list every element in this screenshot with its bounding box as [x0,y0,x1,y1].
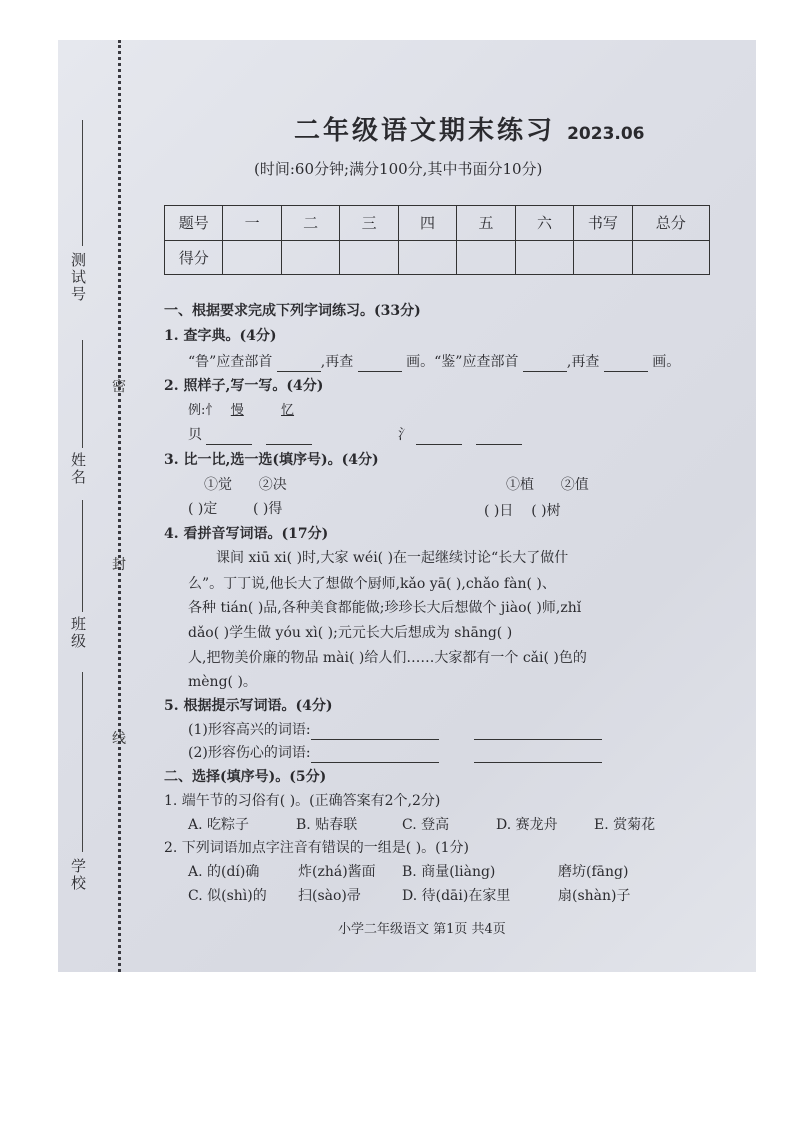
c1-option-e: E. 赏菊花 [594,817,656,833]
score-table-header-row [165,206,710,241]
q5-line-2: (2)形容伤心的词语: [188,743,602,763]
score-table [164,205,710,275]
score-cell[interactable] [340,240,398,275]
score-cell[interactable] [281,240,339,275]
class-label: 班级 [69,616,87,650]
c1-option-a: A. 吃粽子 [188,817,250,833]
score-cell[interactable] [457,240,515,275]
q1-title: 1. 查字典。(4分) [164,328,277,344]
school-label: 学校 [69,858,87,892]
c2-option-b2: 磨坊(fāng) [558,864,629,880]
seal-char-xian: 线 [112,731,126,747]
school-line [82,672,83,852]
q2-answer-line-2: 氵 [398,425,522,445]
c2-option-a2: 炸(zhá)酱面 [298,864,376,880]
binding-dotted-line [118,40,121,972]
c2-option-c2: 扫(sào)帚 [298,888,361,904]
header-cell: 总分 [632,206,709,241]
score-cell[interactable] [574,240,632,275]
name-label: 姓名 [69,452,87,486]
blank[interactable] [476,430,522,445]
header-cell: 五 [457,206,515,241]
score-cell[interactable] [398,240,456,275]
c2-option-d1: D. 待(dāi)在家里 [402,888,511,904]
q3-fill-left: ( )定 ( )得 [188,501,283,517]
header-cell: 书写 [574,206,632,241]
section-2-heading: 二、选择(填序号)。(5分) [164,769,327,785]
header-cell: 二 [281,206,339,241]
q3-options-right: ①植 ②值 [506,477,589,493]
c1-option-d: D. 赛龙舟 [496,817,558,833]
header-cell: 三 [340,206,398,241]
q3-title: 3. 比一比,选一选(填序号)。(4分) [164,452,379,468]
score-cell[interactable] [515,240,573,275]
c2-title: 2. 下列词语加点字注音有错误的一组是( )。(1分) [164,840,470,856]
blank[interactable] [523,357,567,372]
q1-line: “鲁”应查部首 ,再查 画。“鉴”应查部首 ,再查 画。 [188,354,681,370]
q3-options-left: ①觉 ②决 [204,477,287,493]
c2-option-c1: C. 似(shì)的 [188,888,267,904]
q4-line-4: dǎo( )学生做 yóu xì( );元元长大后想成为 shāng( ) [188,625,513,641]
c2-option-d2: 扇(shàn)子 [558,888,631,904]
c1-option-b: B. 贴春联 [296,817,358,833]
blank[interactable] [416,430,462,445]
blank[interactable] [311,748,439,763]
q3-fill-right: ( )日 ( )树 [484,503,561,519]
blank[interactable] [266,430,312,445]
name-line [82,340,83,448]
exam-title: 二年级语文期末练习 2023.06 [294,116,645,146]
score-label-cell: 得分 [165,240,223,275]
c1-option-c: C. 登高 [402,817,450,833]
q4-line-3: 各种 tián( )品,各种美食都能做;珍珍长大后想做个 jiào( )师,zhǐ [188,600,582,616]
exam-subtitle: (时间:60分钟;满分100分,其中书面分10分) [254,160,543,178]
blank[interactable] [358,357,402,372]
c1-title: 1. 端午节的习俗有( )。(正确答案有2个,2分) [164,793,441,809]
header-cell: 六 [515,206,573,241]
blank[interactable] [474,748,602,763]
c2-option-a1: A. 的(dí)确 [188,864,260,880]
test-number-line [82,120,83,246]
q5-line-1: (1)形容高兴的词语: [188,720,602,740]
blank[interactable] [206,430,252,445]
seal-char-mi: 密 [112,379,126,395]
section-1-heading: 一、根据要求完成下列字词练习。(33分) [164,303,421,319]
c2-option-b1: B. 商量(liàng) [402,864,496,880]
blank[interactable] [604,357,648,372]
q4-title: 4. 看拼音写词语。(17分) [164,526,329,542]
score-cell[interactable] [223,240,281,275]
q5-title: 5. 根据提示写词语。(4分) [164,698,333,714]
q4-line-1: 课间 xiū xi( )时,大家 wéi( )在一起继续讨论“长大了做什 [216,550,569,566]
exam-paper-photo [58,40,756,972]
page-footer: 小学二年级语文 第1页 共4页 [338,922,506,937]
score-table-score-row [165,240,710,275]
seal-char-feng: 封 [112,557,126,573]
score-cell[interactable] [632,240,709,275]
test-number-label: 测试号 [69,252,87,303]
blank[interactable] [474,725,602,740]
blank[interactable] [277,357,321,372]
q2-answer-line: 贝 [188,425,312,445]
class-line [82,500,83,612]
blank[interactable] [311,725,439,740]
header-cell: 四 [398,206,456,241]
q2-example: 例:忄 慢 忆 [188,403,295,418]
q4-line-6: mèng( )。 [188,674,257,690]
header-cell: 题号 [165,206,223,241]
header-cell: 一 [223,206,281,241]
q2-title: 2. 照样子,写一写。(4分) [164,378,324,394]
q4-line-5: 人,把物美价廉的物品 mài( )给人们……大家都有一个 cǎi( )色的 [188,650,587,666]
q4-line-2: 么”。丁丁说,他长大了想做个厨师,kǎo yā( ),chǎo fàn( )、 [188,576,556,592]
